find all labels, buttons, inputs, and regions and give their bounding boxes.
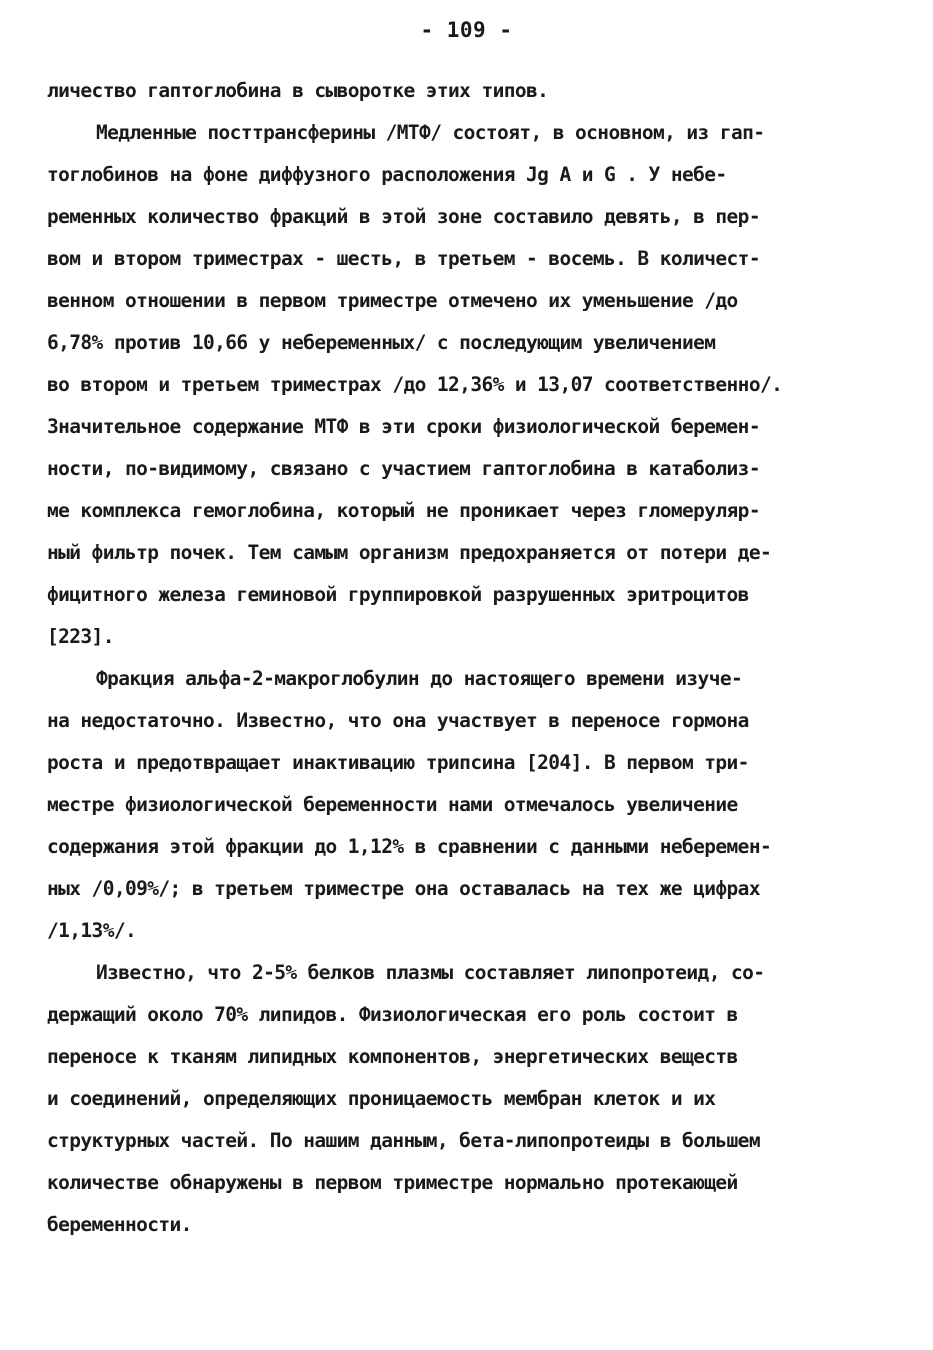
text-line: держащий около 70% липидов. Физиологическая его роль состоит в	[47, 1003, 738, 1026]
text-line: тоглобинов на фоне диффузного расположения Jg A и G . У небе-	[47, 163, 727, 186]
text-line: на недостаточно. Известно, что она участвует в переносе гормона	[47, 709, 749, 732]
text-line: роста и предотвращает инактивацию трипсина [204]. В первом три-	[47, 751, 749, 774]
text-line: количестве обнаружены в первом триместре нормально протекающей	[47, 1171, 738, 1194]
text-line: фицитного железа геминовой группировкой разрушенных эритроцитов	[47, 583, 749, 606]
text-line: 6,78% против 10,66 у небеременных/ с последующим увеличением	[47, 331, 716, 354]
text-line: Фракция альфа-2-макроглобулин до настоящего времени изуче-	[96, 667, 743, 690]
text-line: ременных количество фракций в этой зоне составило девять, в пер-	[47, 205, 760, 228]
text-line: личество гаптоглобина в сыворотке этих типов.	[47, 79, 549, 102]
text-line: переносе к тканям липидных компонентов, энергетических веществ	[47, 1045, 738, 1068]
text-line: ме комплекса гемоглобина, который не проникает через гломеруляр-	[47, 499, 760, 522]
text-line: беременности.	[47, 1213, 192, 1236]
text-line: ный фильтр почек. Тем самым организм предохраняется от потери де-	[47, 541, 772, 564]
text-line: во втором и третьем триместрах /до 12,36% и 13,07 соответственно/.	[47, 373, 783, 396]
citation-line: [223].	[47, 625, 114, 648]
page-number: - 109 -	[420, 18, 513, 42]
text-line: вом и втором триместрах - шесть, в третьем - восемь. В количест-	[47, 247, 760, 270]
text-line: венном отношении в первом триместре отмечено их уменьшение /до	[47, 289, 738, 312]
text-line: местре физиологической беременности нами отмечалось увеличение	[47, 793, 738, 816]
text-line: ных /0,09%/; в третьем триместре она оставалась на тех же цифрах	[47, 877, 760, 900]
text-line: ности, по-видимому, связано с участием гаптоглобина в катаболиз-	[47, 457, 760, 480]
text-line: Значительное содержание МТФ в эти сроки физиологической беремен-	[47, 415, 760, 438]
text-line: Известно, что 2-5% белков плазмы составляет липопротеид, со-	[96, 961, 765, 984]
text-line: структурных частей. По нашим данным, бета-липопротеиды в большем	[47, 1129, 760, 1152]
text-line: содержания этой фракции до 1,12% в сравнении с данными неберемен-	[47, 835, 772, 858]
text-line: и соединений, определяющих проницаемость мембран клеток и их	[47, 1087, 716, 1110]
text-line: /1,13%/.	[47, 919, 137, 942]
text-line: Медленные посттрансферины /МТФ/ состоят, в основном, из гап-	[96, 121, 765, 144]
